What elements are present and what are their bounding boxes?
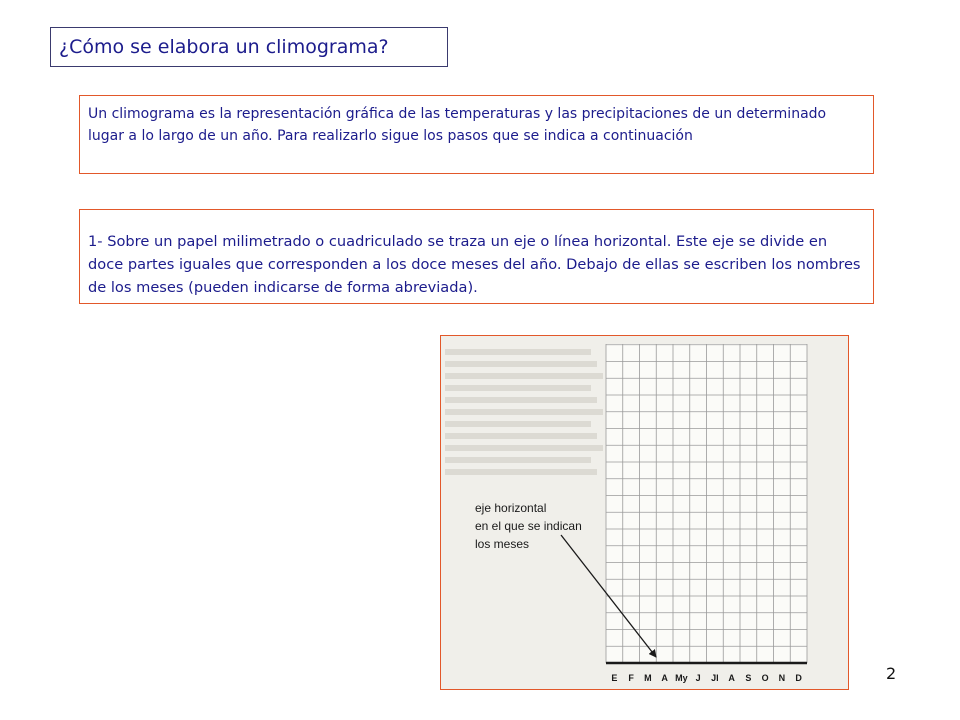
month-label: J	[695, 673, 701, 683]
month-label: S	[745, 673, 752, 683]
annotation-line-3: los meses	[475, 537, 530, 551]
page-number: 2	[886, 664, 897, 683]
background-faded-text	[445, 352, 603, 472]
month-label: M	[644, 673, 652, 683]
month-label: A	[661, 673, 668, 683]
annotation-line-2: en el que se indican	[475, 519, 582, 533]
month-labels	[611, 673, 802, 683]
month-label: My	[675, 673, 688, 683]
intro-text-box: Un climograma es la representación gráfica de las temperaturas y las precipitaciones de un determinado lugar a lo largo de un año. Para realizarlo sigue los pasos que se indica a continuación	[79, 95, 874, 174]
month-label: O	[761, 673, 769, 683]
grid-paper	[606, 344, 807, 663]
month-label: A	[728, 673, 735, 683]
month-label: Jl	[711, 673, 719, 683]
month-label: E	[611, 673, 618, 683]
grid-diagram	[441, 336, 849, 690]
step-1-text-box: 1- Sobre un papel milimetrado o cuadriculado se traza un eje o línea horizontal. Este eje se divide en doce partes iguales que corresponden a los doce meses del año. Debajo de ellas se escriben los nombres de los meses (pueden indicarse de forma abreviada).	[79, 209, 874, 304]
page-title: ¿Cómo se elabora un climograma?	[50, 27, 448, 67]
annotation-line-1: eje horizontal	[475, 501, 547, 515]
month-label: N	[778, 673, 786, 683]
month-label: F	[628, 673, 634, 683]
month-label: D	[795, 673, 802, 683]
climogram-figure	[440, 335, 849, 690]
